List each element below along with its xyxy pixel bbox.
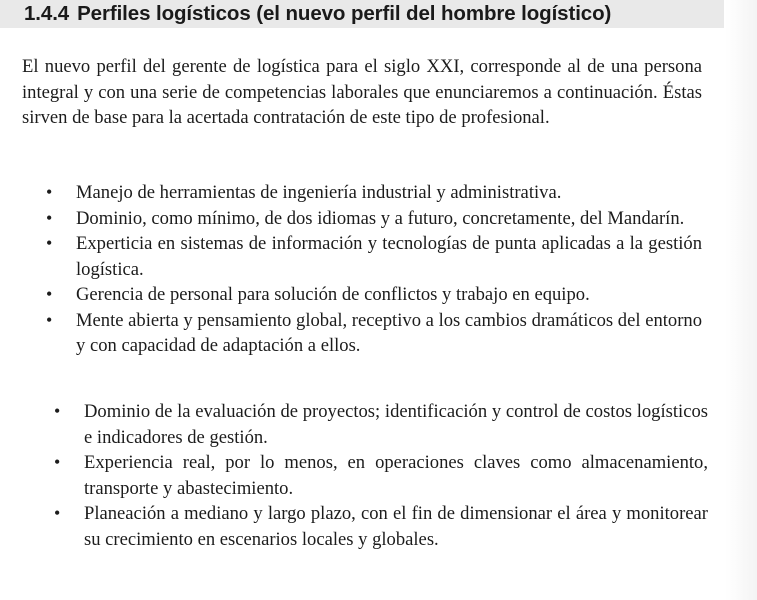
intro-paragraph: El nuevo perfil del gerente de logística para el siglo XXI, corresponde al de una persona integral y con una serie de competencias laborales que enunciaremos a continuación. Éstas sirven de base para la acertada contratación de este tipo de profesional. xyxy=(22,56,702,128)
list-item xyxy=(46,206,702,232)
list-item-text: Experiencia real, por lo menos, en operaciones claves como almacenamiento, transporte y abastecimiento. xyxy=(84,452,708,499)
list-item-text: Experticia en sistemas de información y tecnologías de punta aplicadas a la gestión logística. xyxy=(76,233,702,280)
bullet-icon: • xyxy=(46,284,53,304)
list-item xyxy=(54,450,708,501)
list-item-text: Dominio, como mínimo, de dos idiomas y a futuro, concretamente, del Mandarín. xyxy=(76,207,685,229)
list-item xyxy=(54,399,708,450)
list-item-text: Gerencia de personal para solución de conflictos y trabajo en equipo. xyxy=(76,284,590,305)
competencies-list-2 xyxy=(54,399,708,552)
section-number: 1.4.4 xyxy=(24,2,70,25)
bullet-icon: • xyxy=(54,503,61,523)
bullet-icon: • xyxy=(46,182,53,202)
page-edge-shadow xyxy=(725,0,757,600)
list-item xyxy=(54,501,708,552)
bullet-icon: • xyxy=(46,309,53,330)
list-item xyxy=(46,180,702,206)
bullet-icon: • xyxy=(54,401,61,421)
list-item xyxy=(46,231,702,282)
list-item-text: Manejo de herramientas de ingeniería industrial y administrativa. xyxy=(76,182,562,203)
competencies-list-1 xyxy=(46,180,702,359)
list-item-text: Mente abierta y pensamiento global, receptivo a los cambios dramáticos del entorno y con capacidad de adaptación a ellos. xyxy=(76,309,702,356)
list-item-text: Planeación a mediano y largo plazo, con el fin de dimensionar el área y monitorear su crecimiento en escenarios locales y globales. xyxy=(84,503,708,550)
list-item xyxy=(46,308,702,359)
bullet-icon: • xyxy=(46,233,53,253)
list-item-text: Dominio de la evaluación de proyectos; identificación y control de costos logísticos e indicadores de gestión. xyxy=(84,401,708,448)
list-item xyxy=(46,282,702,308)
bullet-icon: • xyxy=(54,452,61,472)
section-title: Perfiles logísticos (el nuevo perfil del hombre logístico) xyxy=(77,2,612,25)
bullet-icon: • xyxy=(46,207,53,228)
section-heading xyxy=(24,0,611,28)
